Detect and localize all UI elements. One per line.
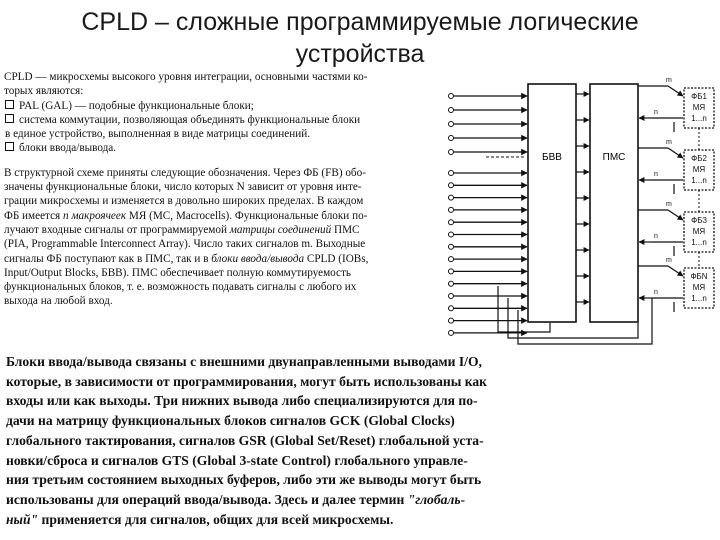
para2-line: выхода на любой вход. bbox=[4, 295, 113, 308]
fb-label: ФБ3 bbox=[691, 216, 707, 225]
checkbox-bullet-icon bbox=[5, 100, 14, 109]
checkbox-bullet-icon bbox=[5, 114, 14, 123]
text-span: ПМС bbox=[331, 223, 360, 236]
functional-block bbox=[638, 201, 714, 268]
functional-block bbox=[638, 77, 714, 150]
io-pin-icon bbox=[449, 257, 454, 262]
list-item-text: блоки ввода/вывода. bbox=[19, 142, 117, 155]
io-lines-group bbox=[454, 96, 527, 333]
intro-line-2: торых являются: bbox=[4, 85, 84, 98]
fb-label: ФБ2 bbox=[691, 154, 707, 163]
fb-label: МЯ bbox=[692, 227, 706, 236]
paragraph-line: которые, в зависимости от программирования, могут быть использованы как bbox=[6, 373, 487, 389]
bus-width-n-label: n bbox=[654, 233, 658, 240]
text-span: МЯ (МС, Macrocells). Функциональные блоки по- bbox=[126, 209, 368, 222]
fb-label: МЯ bbox=[692, 283, 706, 292]
fb-label: ФБN bbox=[690, 272, 708, 281]
pms-to-fb-bus bbox=[668, 86, 683, 96]
text-span: использованы для операций ввода/вывода. Здесь и далее термин bbox=[6, 491, 408, 507]
pms-to-fb-bus bbox=[668, 148, 683, 158]
fb-label: 1...n bbox=[691, 294, 707, 303]
bus-width-m-label: m bbox=[666, 257, 672, 264]
list-item-text: система коммутации, позволяющая объединять функциональные блоки bbox=[19, 113, 361, 126]
functional-block bbox=[638, 257, 714, 312]
list-item-text: PAL (GAL) — подобные функциональные блоки; bbox=[19, 99, 254, 112]
fb-label: 1...n bbox=[691, 176, 707, 185]
fb-label: ФБ1 bbox=[691, 92, 707, 101]
io-pin-icon bbox=[449, 281, 454, 286]
para2-line bbox=[4, 223, 438, 237]
io-pin-icon bbox=[449, 269, 454, 274]
io-pin-icon bbox=[449, 195, 454, 200]
pms-to-fb-bus bbox=[668, 266, 683, 276]
functional-block bbox=[638, 139, 714, 212]
title-line-1: CPLD – сложные программируемые логические bbox=[81, 8, 639, 36]
emphasis: блоки ввода/вывода bbox=[211, 252, 305, 265]
fb-label: 1...n bbox=[691, 114, 707, 123]
paragraph-line: новки/сброса и сигналов GTS (Global 3-state Control) глобального управле- bbox=[6, 452, 468, 468]
io-pin-icon bbox=[449, 136, 454, 141]
intro-line-1: CPLD — микросхемы высокого уровня интеграции, основными частями ко- bbox=[4, 71, 368, 83]
fb-label: 1...n bbox=[691, 238, 707, 247]
pms-block bbox=[590, 84, 638, 322]
fb-label: МЯ bbox=[692, 165, 706, 174]
io-pin-icon bbox=[449, 330, 454, 335]
bus-width-m-label: m bbox=[666, 201, 672, 208]
io-pin-icon bbox=[449, 108, 454, 113]
io-pin-icon bbox=[449, 294, 454, 299]
io-pin-icon bbox=[449, 150, 454, 155]
io-pins-group bbox=[449, 94, 454, 336]
io-pin-icon bbox=[449, 122, 454, 127]
description-text bbox=[4, 70, 438, 309]
paragraph-line: дачи на матрицу функциональных блоков сигналов GCK (Global Clocks) bbox=[6, 413, 455, 429]
list-item-continuation: в единое устройство, выполненная в виде матрицы соединений. bbox=[5, 128, 311, 141]
list-item bbox=[4, 99, 438, 113]
list-item bbox=[4, 113, 438, 127]
paragraph-line: Блоки ввода/вывода связаны с внешними двунаправленными выводами I/O, bbox=[6, 354, 482, 369]
bvv-block bbox=[528, 84, 576, 322]
text-span: CPLD (IOBs, bbox=[304, 252, 369, 265]
pms-to-fb-bus bbox=[668, 210, 683, 220]
io-pin-icon bbox=[449, 183, 454, 188]
paragraph-line: глобального тактирования, сигналов GSR (Global Set/Reset) глобальной уста- bbox=[6, 432, 484, 448]
title-line-2: устройства bbox=[295, 40, 425, 68]
bus-lines-group bbox=[576, 94, 589, 302]
slide-title bbox=[0, 6, 720, 70]
para2-line: значены функциональные блоки, число которых N зависит от уровня инте- bbox=[4, 181, 362, 194]
para2-line: функциональных блоков, т. е. возможность подавать сигналы с любого их bbox=[4, 281, 357, 294]
emphasis: ный" bbox=[6, 511, 39, 527]
io-pin-icon bbox=[449, 318, 454, 323]
text-span: ФБ имеется bbox=[4, 209, 63, 222]
paragraph-line: ния третьим состоянием выходных буферов, либо эти же выводы могут быть bbox=[6, 472, 482, 488]
io-blocks-text bbox=[6, 352, 596, 529]
io-pin-icon bbox=[449, 220, 454, 225]
text-span: лучают входные сигналы от программируемой bbox=[4, 223, 230, 236]
bvv-label: БВВ bbox=[542, 152, 562, 163]
para2-line: (PIA, Programmable Interconnect Array). Число таких сигналов m. Выходные bbox=[4, 238, 366, 251]
bus-width-m-label: m bbox=[666, 139, 672, 146]
checkbox-bullet-icon bbox=[5, 142, 14, 151]
text-span: применяется для сигналов, общих для всей микросхемы. bbox=[38, 511, 394, 527]
bus-width-m-label: m bbox=[666, 77, 672, 84]
io-pin-icon bbox=[449, 171, 454, 176]
emphasis: "глобаль- bbox=[407, 491, 466, 507]
para2-line bbox=[4, 252, 438, 266]
list-item bbox=[4, 141, 438, 155]
paragraph-line bbox=[6, 510, 596, 530]
io-pin-icon bbox=[449, 306, 454, 311]
fb-label: МЯ bbox=[692, 103, 706, 112]
para2-line bbox=[4, 209, 438, 223]
fb-blocks-group bbox=[638, 77, 714, 312]
paragraph-line bbox=[6, 490, 596, 510]
emphasis: n макроячеек bbox=[63, 209, 127, 222]
emphasis: матрицы соединений bbox=[229, 223, 332, 236]
bus-width-n-label: n bbox=[654, 109, 658, 116]
io-pin-icon bbox=[449, 232, 454, 237]
para2-line: грации микросхемы и изменяется в довольно широких пределах. В каждом bbox=[4, 195, 364, 208]
io-pin-icon bbox=[449, 94, 454, 99]
pms-label: ПМС bbox=[602, 152, 626, 163]
para2-line: В структурной схеме приняты следующие обозначения. Через ФБ (FB) обо- bbox=[4, 166, 366, 179]
paragraph-line: входы или как выходы. Три нижних вывода либо специализируются для по- bbox=[6, 393, 478, 409]
para2-line: Input/Output Blocks, БВВ). ПМС обеспечивает полную коммутируемость bbox=[4, 266, 352, 279]
bus-width-n-label: n bbox=[654, 289, 658, 296]
cpld-structure-diagram bbox=[438, 70, 718, 352]
bus-width-n-label: n bbox=[654, 171, 658, 178]
io-pin-icon bbox=[449, 207, 454, 212]
io-pin-icon bbox=[449, 244, 454, 249]
text-span: сигналы ФБ поступают как в ПМС, так и в bbox=[4, 252, 212, 265]
